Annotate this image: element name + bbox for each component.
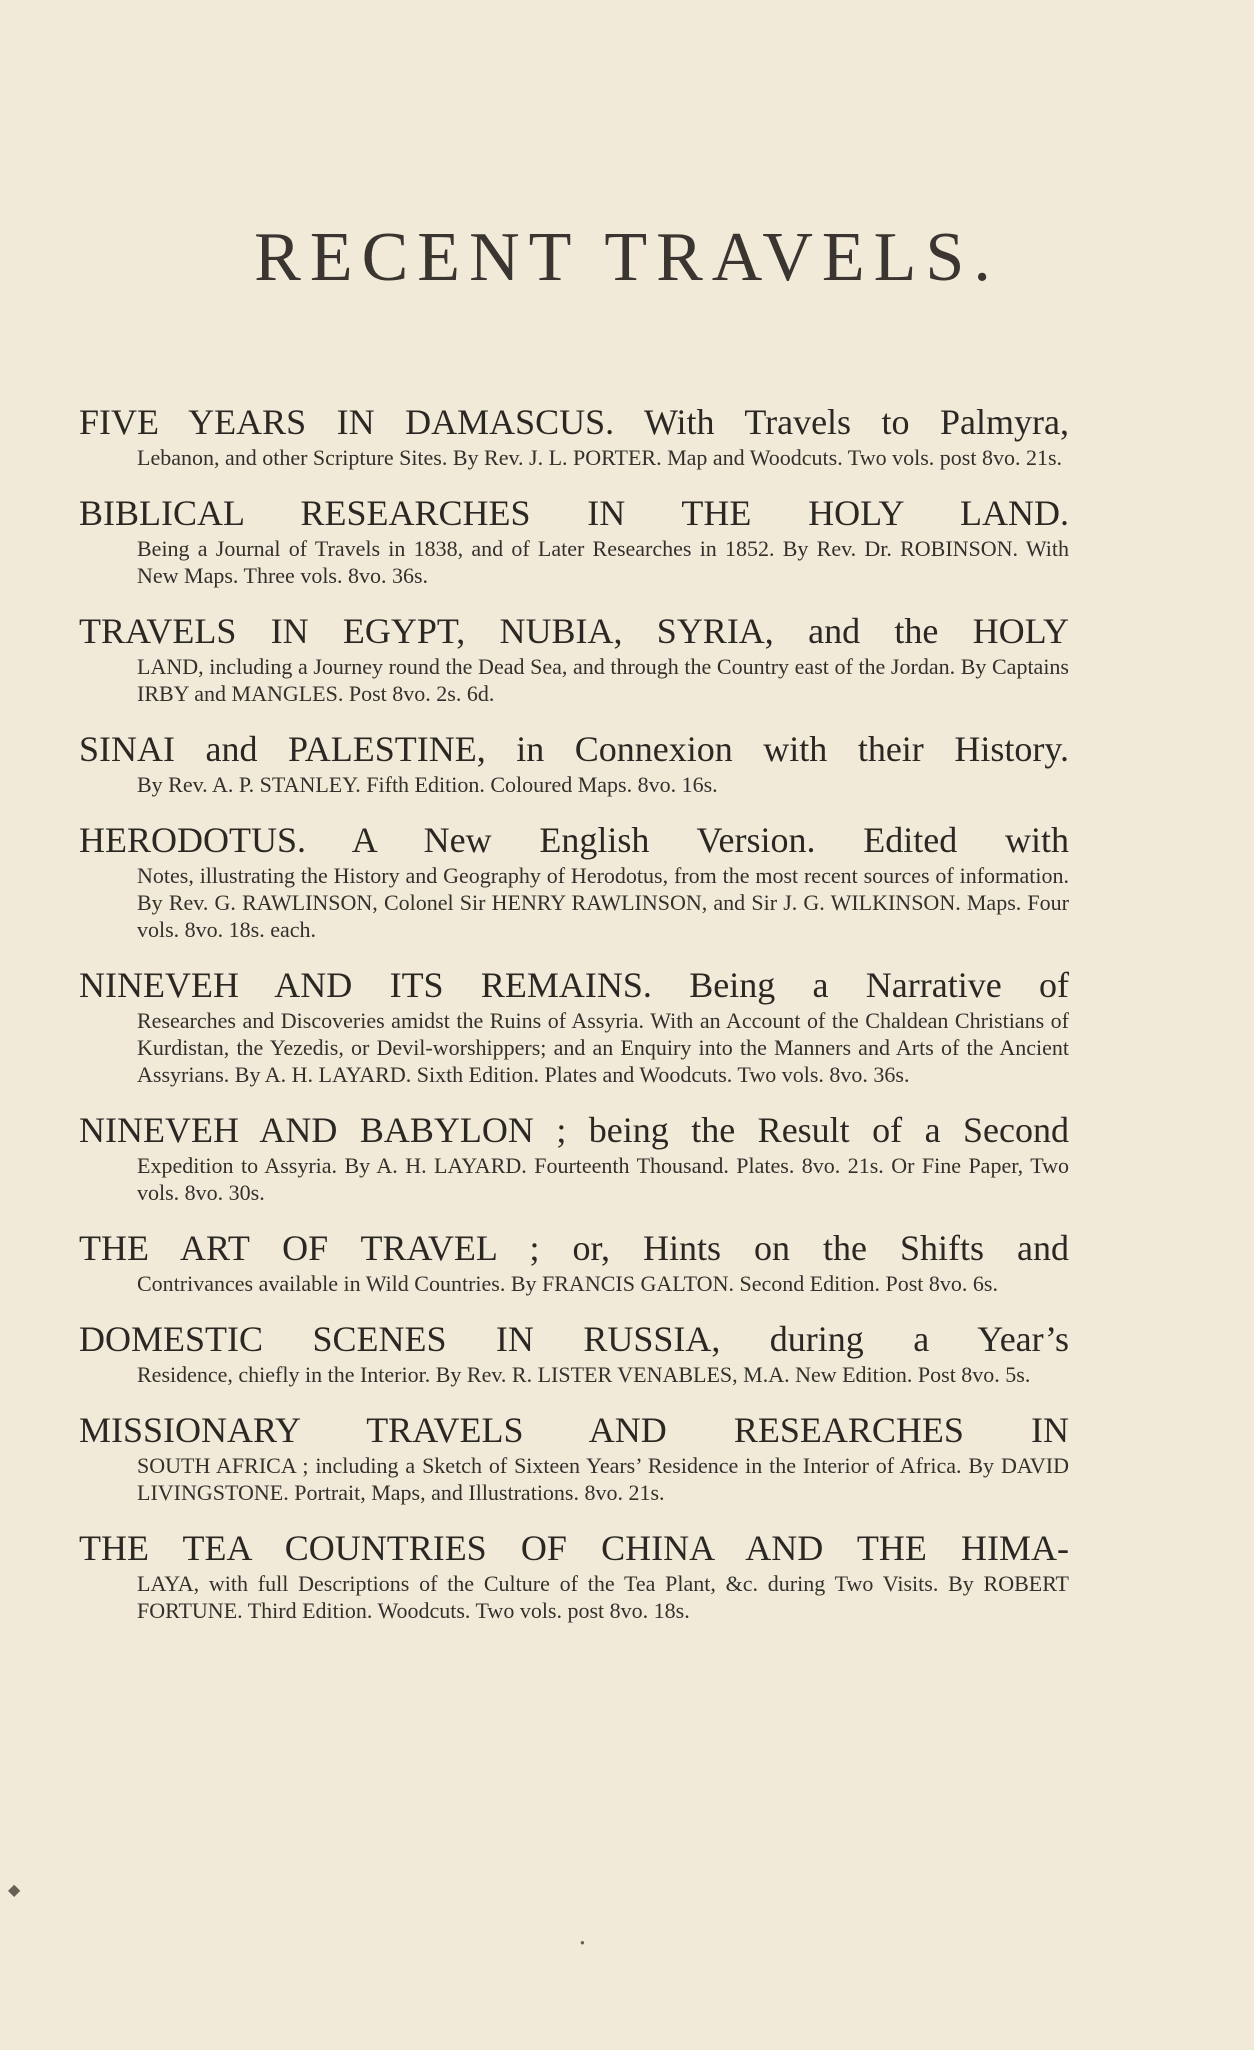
entry-heading: FIVE YEARS IN DAMASCUS. With Travels to Palmyra, <box>79 402 1069 442</box>
catalogue-entry <box>79 727 1069 798</box>
entry-description: Contrivances available in Wild Countries. By FRANCIS GALTON. Second Edition. Post 8vo. 6s. <box>137 1271 998 1296</box>
catalogue-entry <box>79 1317 1069 1388</box>
entry-description: Residence, chiefly in the Interior. By Rev. R. LISTER VENABLES, M.A. New Edition. Post 8vo. 5s. <box>137 1362 1031 1387</box>
catalogue-entry <box>79 609 1069 707</box>
catalogue-entry <box>79 1108 1069 1206</box>
entry-heading: TRAVELS IN EGYPT, NUBIA, SYRIA, and the HOLY <box>79 611 1069 651</box>
catalogue-entry <box>79 818 1069 943</box>
entry-description: LAYA, with full Descriptions of the Culture of the Tea Plant, &c. during Two Visits. By ROBERT FORTUNE. Third Edition. Woodcuts. Two vols. post 8vo. 18s. <box>137 1571 1069 1623</box>
entry-heading: HERODOTUS. A New English Version. Edited with <box>79 820 1069 860</box>
entry-description: Researches and Discoveries amidst the Ruins of Assyria. With an Account of the Chaldean Christians of Kurdistan, the Yezedis, or Devil-worshippers; and an Enquiry into the Manners and Arts of the Ancient Assyrians. By A. H. LAYARD. Sixth Edition. Plates and Woodcuts. Two vols. 8vo. 36s. <box>137 1008 1069 1087</box>
entry-description: Lebanon, and other Scripture Sites. By Rev. J. L. PORTER. Map and Woodcuts. Two vols. post 8vo. 21s. <box>137 445 1063 470</box>
catalogue-entry <box>79 1408 1069 1506</box>
entry-description: By Rev. A. P. STANLEY. Fifth Edition. Coloured Maps. 8vo. 16s. <box>137 772 718 797</box>
catalogue-entry <box>79 491 1069 589</box>
catalogue-entry <box>79 1226 1069 1297</box>
catalogue-list <box>79 400 1069 1644</box>
catalogue-entry <box>79 963 1069 1088</box>
entry-description: SOUTH AFRICA ; including a Sketch of Sixteen Years’ Residence in the Interior of Africa. By DAVID LIVINGSTONE. Portrait, Maps, and Illustrations. 8vo. 21s. <box>137 1453 1069 1505</box>
ink-speck: ◆ <box>8 1882 21 1899</box>
entry-heading: MISSIONARY TRAVELS AND RESEARCHES IN <box>79 1410 1069 1450</box>
entry-description: Notes, illustrating the History and Geography of Herodotus, from the most recent sources of information. By Rev. G. RAWLINSON, Colonel Sir HENRY RAWLINSON, and Sir J. G. WILKINSON. Maps. Four vols. 8vo. 18s. each. <box>137 863 1069 942</box>
entry-heading: BIBLICAL RESEARCHES IN THE HOLY LAND. <box>79 493 1069 533</box>
catalogue-entry <box>79 1526 1069 1624</box>
entry-heading: SINAI and PALESTINE, in Connexion with their History. <box>79 729 1069 769</box>
page-title: RECENT TRAVELS. <box>254 219 1000 296</box>
entry-description: LAND, including a Journey round the Dead Sea, and through the Country east of the Jordan. By Captains IRBY and MANGLES. Post 8vo. 2s. 6d. <box>137 654 1069 706</box>
entry-heading: NINEVEH AND BABYLON ; being the Result of a Second <box>79 1110 1069 1150</box>
entry-heading: DOMESTIC SCENES IN RUSSIA, during a Year’s <box>79 1319 1069 1359</box>
entry-heading: NINEVEH AND ITS REMAINS. Being a Narrative of <box>79 965 1069 1005</box>
ink-speck: ● <box>580 1938 585 1947</box>
entry-heading: THE ART OF TRAVEL ; or, Hints on the Shifts and <box>79 1228 1069 1268</box>
catalogue-entry <box>79 400 1069 471</box>
entry-description: Expedition to Assyria. By A. H. LAYARD. Fourteenth Thousand. Plates. 8vo. 21s. Or Fine Paper, Two vols. 8vo. 30s. <box>137 1153 1069 1205</box>
entry-description: Being a Journal of Travels in 1838, and of Later Researches in 1852. By Rev. Dr. ROBINSON. With New Maps. Three vols. 8vo. 36s. <box>137 536 1069 588</box>
entry-heading: THE TEA COUNTRIES OF CHINA AND THE HIMA- <box>79 1528 1069 1568</box>
